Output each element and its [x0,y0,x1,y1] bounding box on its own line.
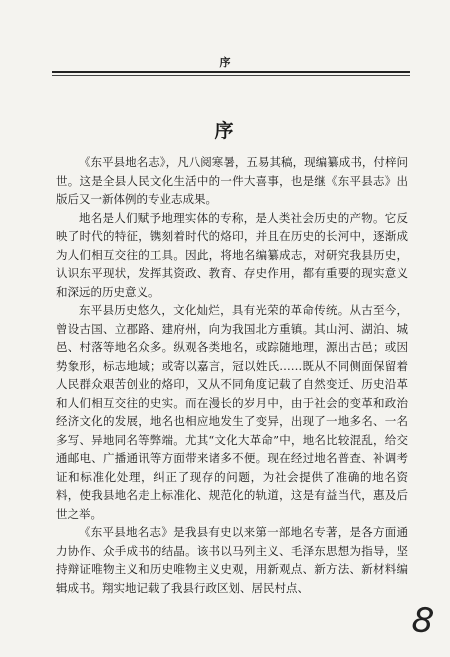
body-text [56,153,408,597]
page-title: 序 [214,120,236,142]
handwritten-page-number: 8 [409,599,436,643]
header-rule [52,71,410,73]
paragraph: 东平县历史悠久，文化灿烂，具有光荣的革命传统。从古至今，曾设古国、立郡路、建府州，向为我国北方重镇。其山河、湖泊、城邑、村落等地名众多。纵观各类地名，或踪随地理，源出古邑；或因势象形，标志地域；或寄以嘉言，冠以姓氏……既从不同侧面保留着人民群众艰苦创业的烙印，又从不同角度记载了自然变迁、历史沿革和人们相互交往的史实。而在漫长的岁月中，由于社会的变革和政治经济文化的发展，地名也相应地发生了变异，出现了一地多名、一名多写、异地同名等弊端。尤其“文化大革命”中，地名比较混乱，给交通邮电、广播通讯等方面带来诸多不便。现在经过地名普查、补调考证和标准化处理，纠正了现存的问题，为社会提供了准确的地名资料，使我县地名走上标准化、规范化的轨道，这是有益当代，惠及后世之举。 [56,303,408,521]
paragraph: 地名是人们赋予地理实体的专称，是人类社会历史的产物。它反映了时代的特征，镌刻着时代的烙印，并且在历史的长河中，逐渐成为人们相互交往的工具。因此，将地名编纂成志，对研究我县历史，认识东平现状，发挥其资政、教育、存史作用，都有重要的现实意义和深远的历史意义。 [56,210,408,299]
paragraph: 《东平县地名志》是我县有史以来第一部地名专著，是各方面通力协作、众手成书的结晶。该书以马列主义、毛泽东思想为指导，坚持辩证唯物主义和历史唯物主义史观，用新观点、新方法、新材料编辑成书。翔实地记载了我县行政区划、居民村点、 [56,525,408,595]
running-header: 序 [219,56,231,69]
header-rule-thin [52,75,410,76]
paragraph: 《东平县地名志》，凡八阅寒暑，五易其稿，现编纂成书，付梓问世。这是全县人民文化生活中的一件大喜事，也是继《东平县志》出版后又一新体例的专业志成果。 [56,155,408,206]
